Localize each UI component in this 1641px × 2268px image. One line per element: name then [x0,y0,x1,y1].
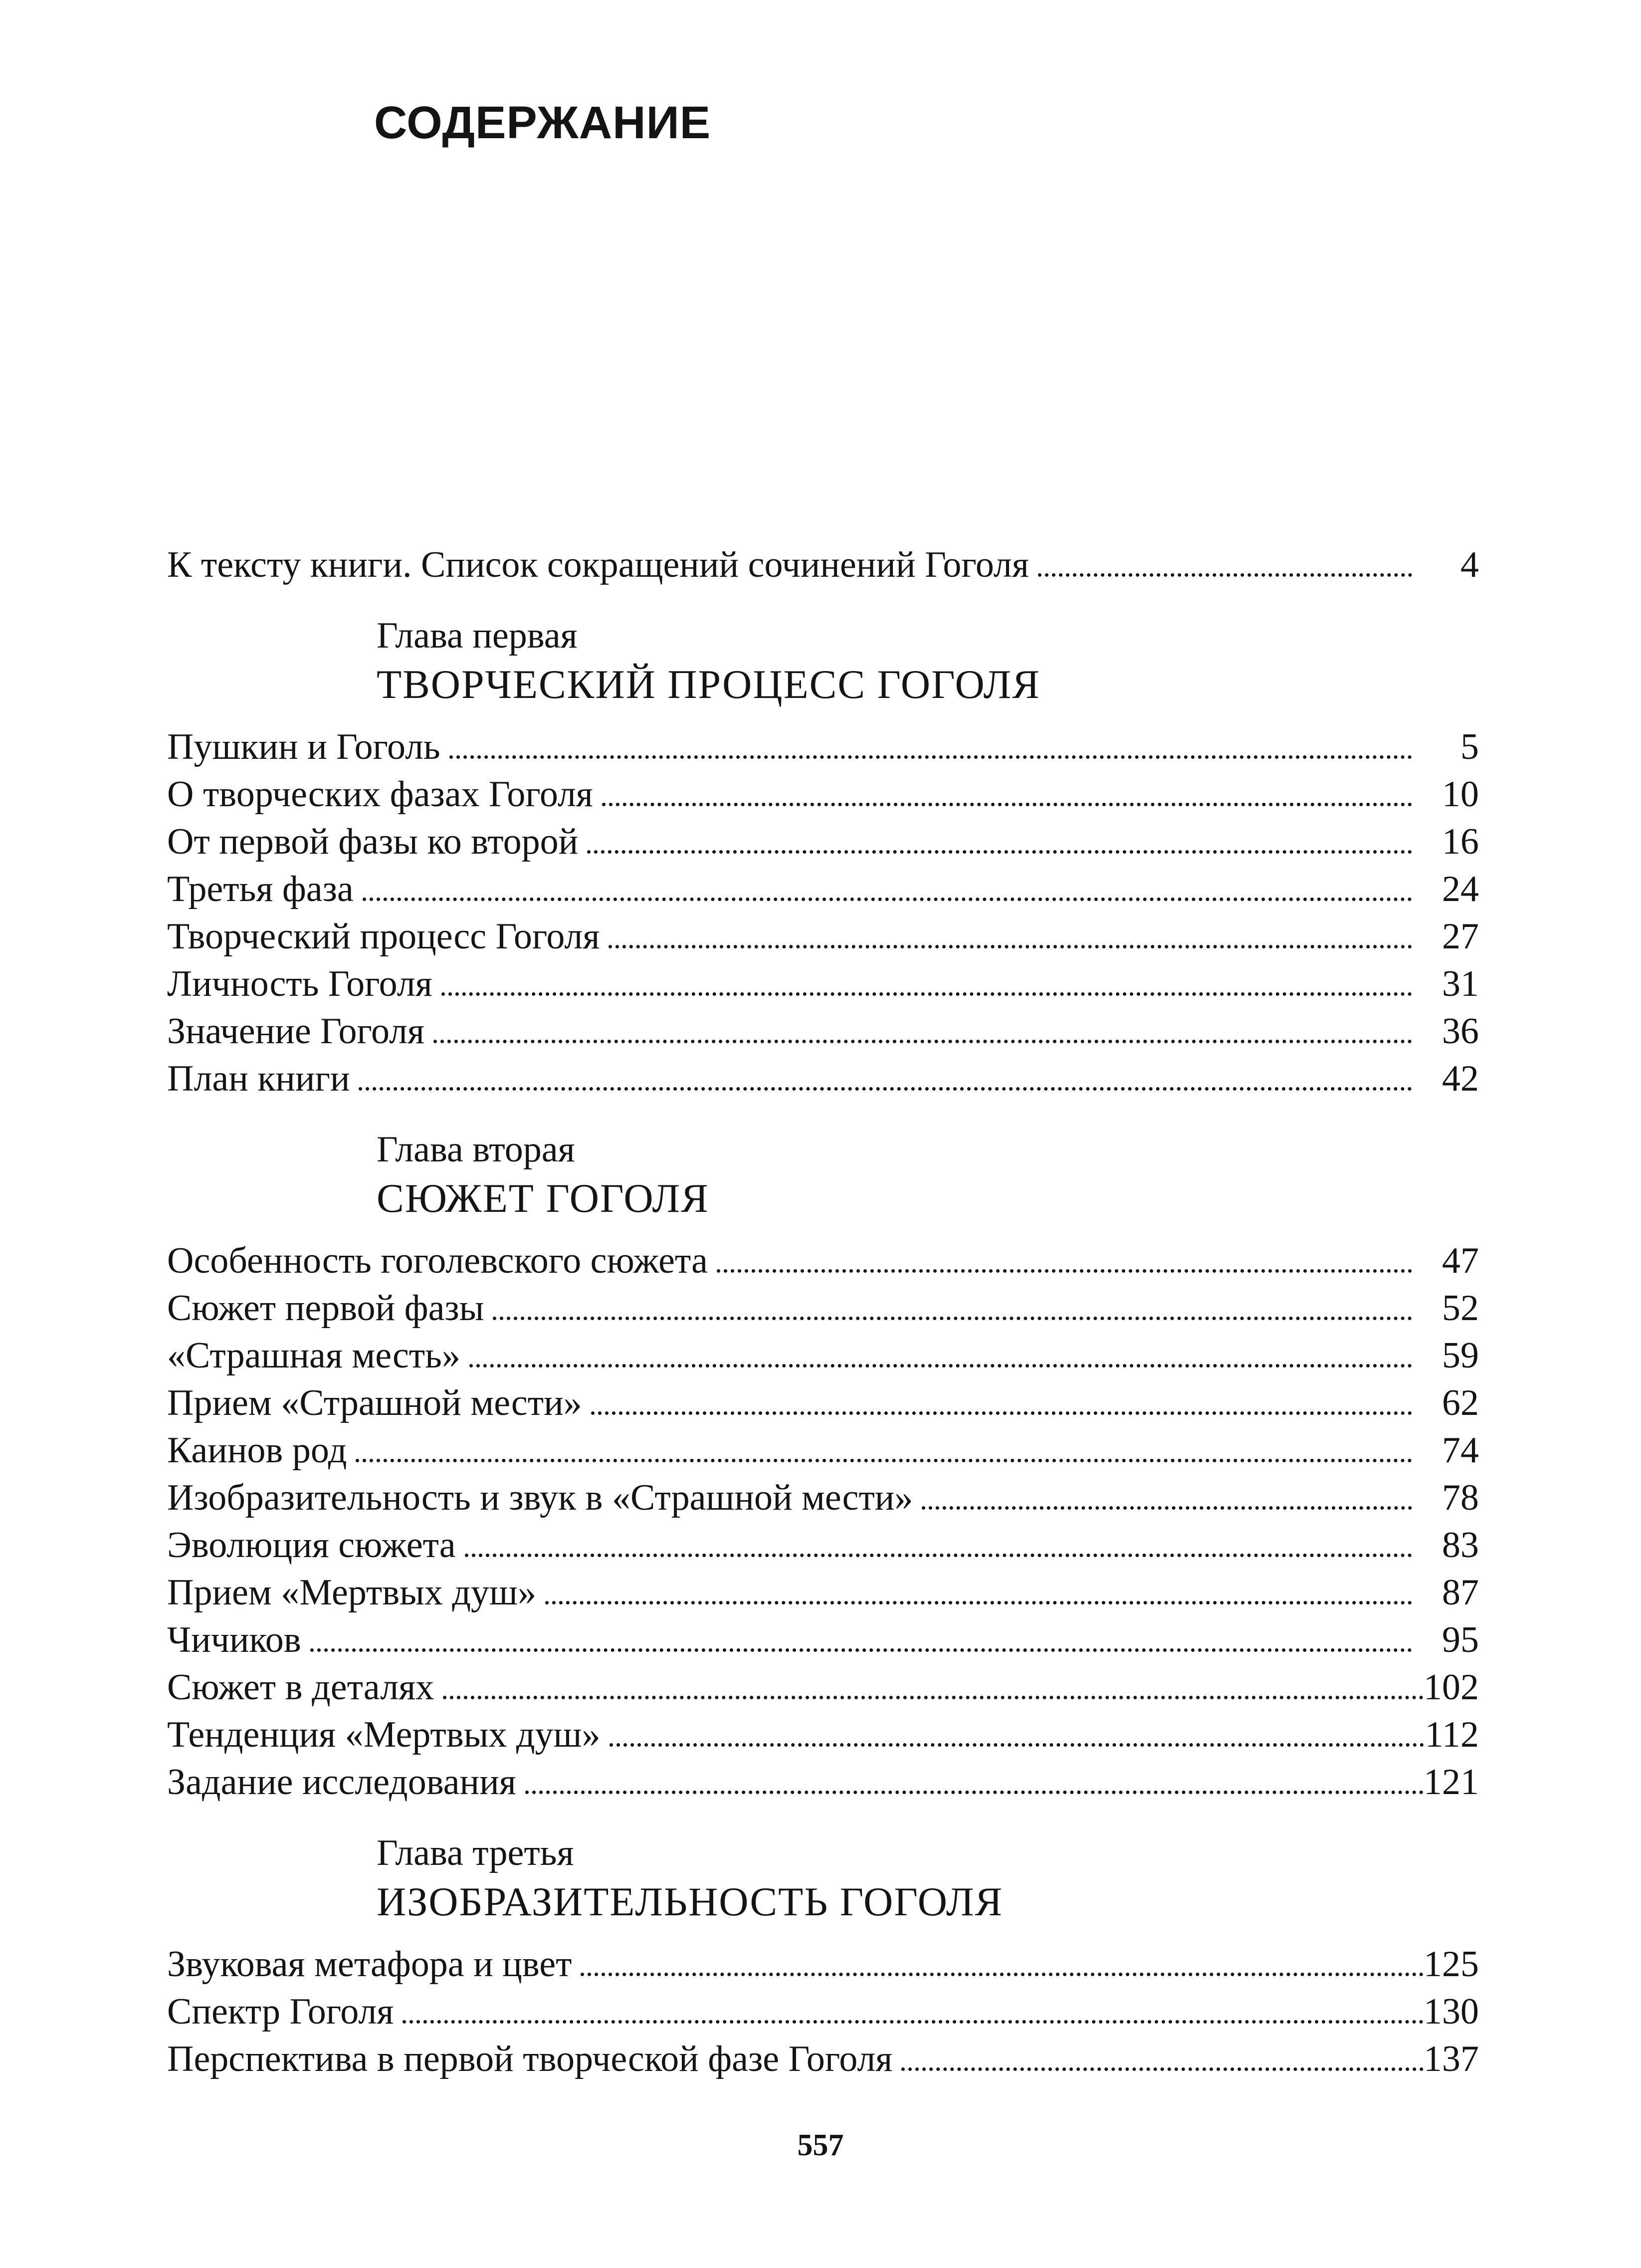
toc-entry-page: 87 [1442,1572,1479,1613]
chapter-title: ИЗОБРАЗИТЕЛЬНОСТЬ ГОГОЛЯ [377,1879,1004,1924]
toc-entry [167,1759,1479,1806]
toc-entry-title: От первой фазы ко второй [167,821,579,862]
toc-entry-title: Изобразительность и звук в «Страшной мести» [167,1477,913,1518]
toc-entry [167,723,1479,771]
toc-entry [167,913,1479,960]
dot-leader [525,1791,1424,1794]
toc-entry-title: Сюжет первой фазы [167,1288,484,1329]
toc-entry-page: 125 [1424,1944,1479,1985]
toc-entry-title: О творческих фазах Гоголя [167,774,593,815]
toc-entry [167,1237,1479,1285]
dot-leader [449,755,1412,759]
toc-entry-page: 78 [1442,1477,1479,1518]
toc-entry [167,1285,1479,1332]
toc-entry-intro [167,541,1479,589]
toc-entry-page: 27 [1442,916,1479,957]
toc-entry-title: Особенность гоголевского сюжета [167,1240,708,1281]
toc-entry [167,1569,1479,1616]
dot-leader [922,1506,1412,1510]
toc-entry-title: Спектр Гоголя [167,1991,394,2032]
dot-leader [609,945,1412,948]
toc-entry-page: 52 [1442,1288,1479,1329]
page-number: 557 [797,2128,844,2162]
toc-entry [167,1474,1479,1522]
dot-leader [356,1459,1412,1462]
toc-entry [167,1332,1479,1379]
dot-leader [469,1364,1412,1367]
toc-entry [167,2036,1479,2083]
toc-entry-title: К тексту книги. Список сокращений сочинений Гоголя [167,544,1029,585]
toc-entry-title: Творческий процесс Гоголя [167,916,600,957]
toc-entry-title: «Страшная месть» [167,1335,460,1376]
toc-entry-title: Третья фаза [167,869,354,909]
toc-entry-page: 74 [1442,1430,1479,1471]
toc-entry-title: Пушкин и Гоголь [167,726,440,767]
toc-entry [167,1427,1479,1474]
dot-leader [310,1648,1412,1652]
chapter-title: ТВОРЧЕСКИЙ ПРОЦЕСС ГОГОЛЯ [377,662,1040,707]
toc-entry-title: Перспектива в первой творческой фазе Гоголя [167,2039,893,2079]
toc-entry [167,1616,1479,1664]
dot-leader [545,1601,1412,1604]
dot-leader [441,992,1412,996]
dot-leader [717,1269,1412,1273]
dot-leader [465,1554,1412,1557]
toc-entry-page: 16 [1442,821,1479,862]
toc-entry-page: 62 [1442,1382,1479,1423]
toc-entry-page: 4 [1460,544,1479,585]
toc-entry [167,866,1479,913]
toc-entry-page: 47 [1442,1240,1479,1281]
dot-leader [587,850,1412,854]
toc-entry-page: 24 [1442,869,1479,909]
toc-entry-page: 121 [1424,1762,1479,1803]
page-title: СОДЕРЖАНИЕ [374,97,711,148]
toc-entry [167,1711,1479,1759]
chapter-label: Глава вторая [377,1129,575,1170]
dot-leader [443,1696,1424,1699]
chapter-heading-2 [167,1103,1479,1237]
dot-leader [591,1411,1412,1415]
toc-entry-page: 130 [1424,1991,1479,2032]
toc-entry [167,960,1479,1008]
chapter-label: Глава первая [377,615,578,656]
toc-entry-title: Значение Гоголя [167,1011,424,1052]
toc-entry-page: 36 [1442,1011,1479,1052]
toc-entry-title: Прием «Мертвых душ» [167,1572,537,1613]
toc-entry-title: Эволюция сюжета [167,1525,456,1566]
toc-entry-page: 10 [1442,774,1479,815]
toc-entry [167,1008,1479,1055]
dot-leader [581,1973,1424,1976]
toc-entry-page: 59 [1442,1335,1479,1376]
toc-entry-title: Сюжет в деталях [167,1667,434,1708]
toc-entry [167,1988,1479,2036]
toc-entry-page: 137 [1424,2039,1479,2079]
dot-leader [610,1743,1425,1747]
table-of-contents [167,541,1479,2083]
chapter-heading-1 [167,589,1479,723]
chapter-heading-3 [167,1806,1479,1941]
dot-leader [359,1087,1412,1091]
dot-leader [901,2067,1424,2071]
dot-leader [602,803,1412,806]
toc-entry-page: 112 [1425,1714,1479,1755]
toc-entry [167,1522,1479,1569]
toc-entry-page: 31 [1442,963,1479,1004]
toc-entry [167,1055,1479,1103]
toc-entry-title: Личность Гоголя [167,963,432,1004]
toc-entry-page: 42 [1442,1058,1479,1099]
toc-entry-title: Каинов род [167,1430,347,1471]
toc-entry-page: 5 [1460,726,1479,767]
dot-leader [493,1317,1412,1320]
chapter-label: Глава третья [377,1832,574,1873]
toc-entry [167,1379,1479,1427]
dot-leader [1038,573,1412,577]
toc-entry-page: 102 [1424,1667,1479,1708]
dot-leader [403,2020,1424,2024]
chapter-title: СЮЖЕТ ГОГОЛЯ [377,1175,709,1221]
dot-leader [433,1040,1412,1043]
toc-entry [167,1664,1479,1711]
toc-entry [167,771,1479,818]
toc-entry [167,818,1479,866]
toc-entry-page: 95 [1442,1619,1479,1660]
toc-entry-page: 83 [1442,1525,1479,1566]
toc-entry-title: Прием «Страшной мести» [167,1382,582,1423]
toc-entry-title: Задание исследования [167,1762,516,1803]
toc-entry-title: План книги [167,1058,350,1099]
toc-entry-title: Звуковая метафора и цвет [167,1944,572,1985]
toc-entry-title: Тенденция «Мертвых душ» [167,1714,601,1755]
dot-leader [363,898,1412,901]
toc-entry-title: Чичиков [167,1619,301,1660]
toc-entry [167,1941,1479,1988]
